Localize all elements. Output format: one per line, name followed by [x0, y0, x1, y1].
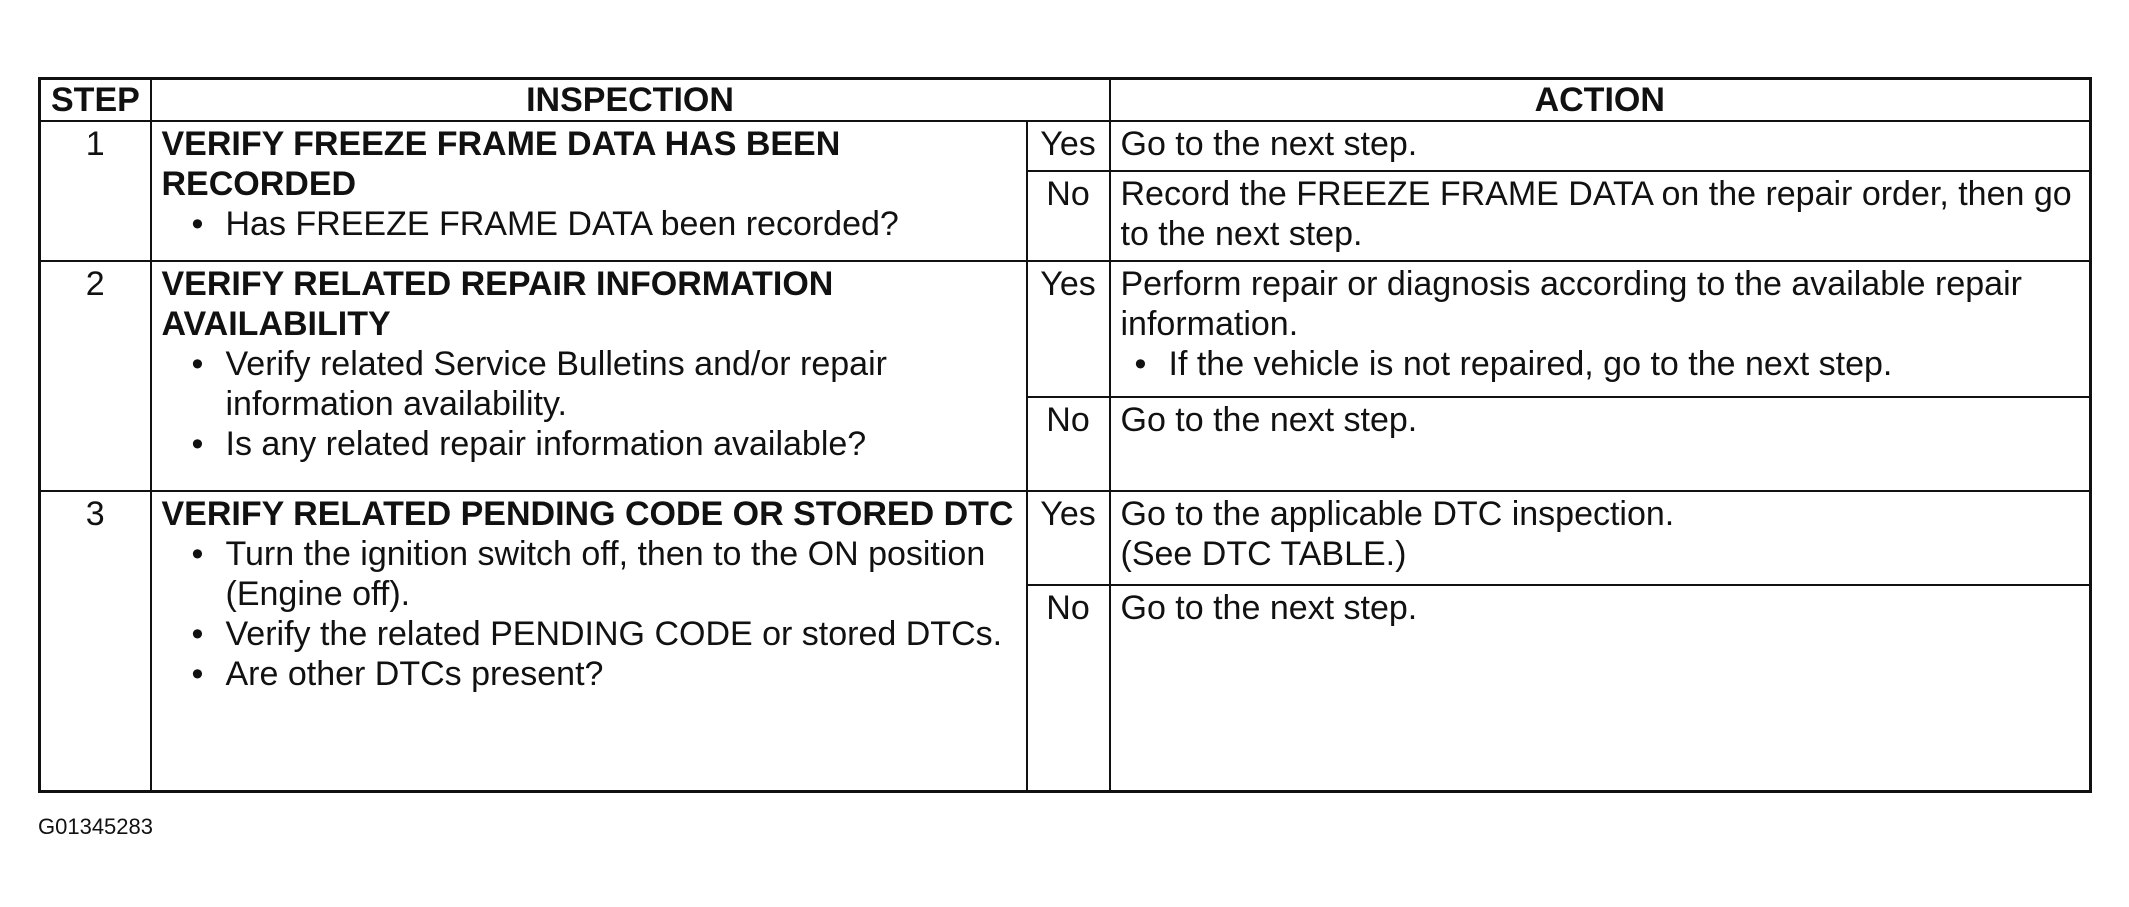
header-step: STEP: [40, 79, 151, 122]
inspection-title: VERIFY FREEZE FRAME DATA HAS BEEN RECORDED: [161, 125, 841, 203]
yes-action: Go to the applicable DTC inspection.: [1120, 495, 1675, 533]
header-inspection: INSPECTION: [151, 79, 1110, 122]
inspection-cell: [151, 261, 1027, 491]
step-number: 2: [40, 261, 151, 491]
inspection-cell: [151, 121, 1027, 261]
no-label: No: [1027, 585, 1110, 792]
inspection-bullet: • Turn the ignition switch off, then to the ON position (Engine off).: [192, 534, 1016, 614]
no-action: Go to the next step.: [1110, 585, 2091, 792]
yes-action-cell: [1110, 491, 2091, 585]
inspection-bullet: • Verify related Service Bulletins and/or repair information availability.: [192, 344, 1016, 424]
inspection-bullets: [162, 204, 1016, 244]
header-action: ACTION: [1110, 79, 2091, 122]
table-row: [40, 261, 2091, 397]
inspection-bullets: [162, 344, 1016, 464]
step-number: 1: [40, 121, 151, 261]
inspection-cell: [151, 491, 1027, 792]
no-action: Record the FREEZE FRAME DATA on the repair order, then go to the next step.: [1110, 171, 2091, 261]
table-row: [40, 121, 2091, 171]
step-number: 3: [40, 491, 151, 792]
inspection-bullet: • Is any related repair information available?: [192, 424, 1016, 464]
yes-action: Perform repair or diagnosis according to the available repair information.: [1120, 265, 2022, 343]
inspection-title: VERIFY RELATED REPAIR INFORMATION AVAILABILITY: [161, 265, 834, 343]
yes-action: Go to the next step.: [1110, 121, 2091, 171]
yes-label: Yes: [1027, 121, 1110, 171]
no-label: No: [1027, 171, 1110, 261]
no-action: Go to the next step.: [1110, 397, 2091, 491]
yes-label: Yes: [1027, 261, 1110, 397]
inspection-bullet: • Verify the related PENDING CODE or stored DTCs.: [192, 614, 1016, 654]
no-label: No: [1027, 397, 1110, 491]
inspection-bullets: [162, 534, 1016, 694]
inspection-bullet: • Has FREEZE FRAME DATA been recorded?: [192, 204, 1016, 244]
yes-label: Yes: [1027, 491, 1110, 585]
diagnostic-table: [38, 77, 2092, 793]
yes-action-cell: [1110, 261, 2091, 397]
yes-action-reference: (See DTC TABLE.): [1120, 535, 1407, 573]
inspection-title: VERIFY RELATED PENDING CODE OR STORED DTC: [161, 495, 1014, 533]
table-row: [40, 491, 2091, 585]
table-header-row: [40, 79, 2091, 122]
inspection-bullet: • Are other DTCs present?: [192, 654, 1016, 694]
action-bullets: [1121, 344, 2080, 384]
action-bullet: • If the vehicle is not repaired, go to the next step.: [1135, 344, 2080, 384]
figure-id: G01345283: [38, 814, 153, 839]
